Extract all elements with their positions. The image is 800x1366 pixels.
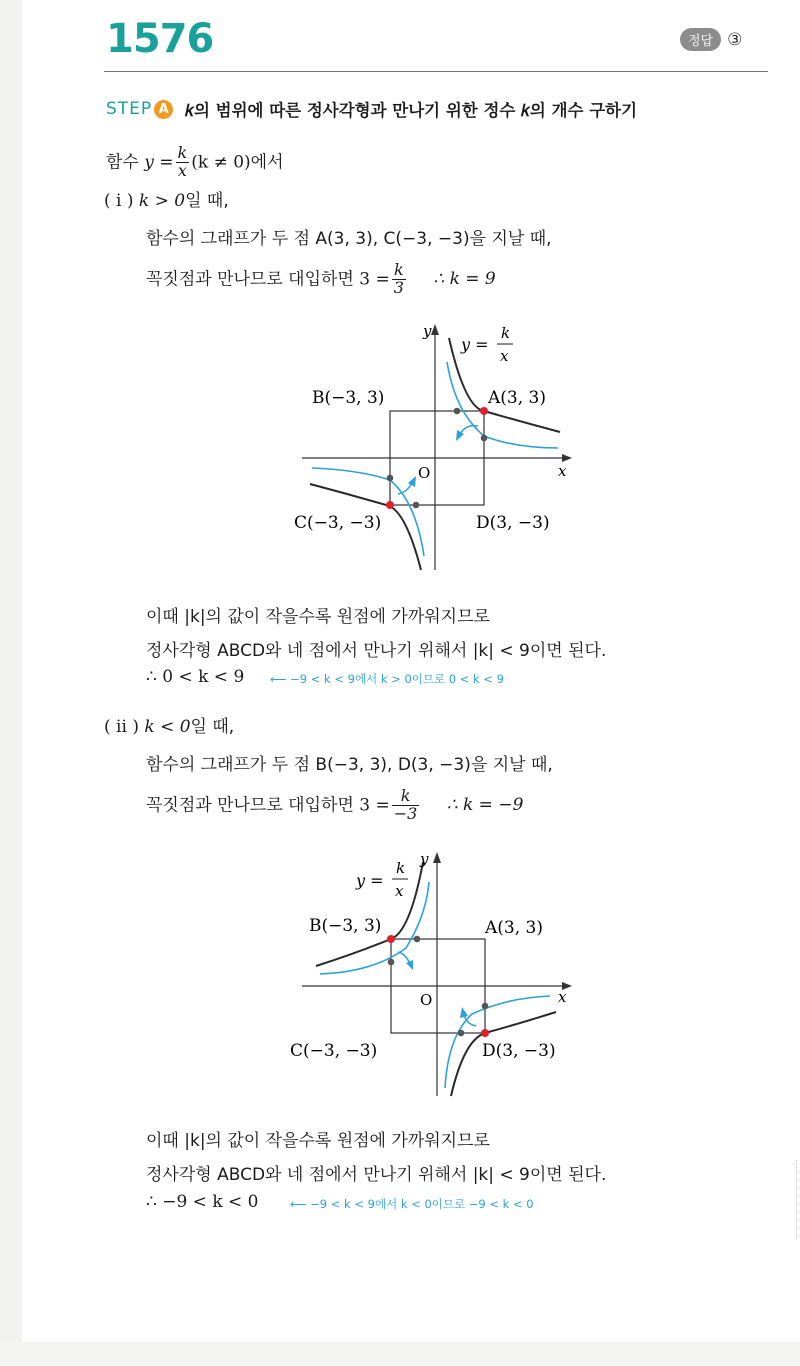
note-arrow-icon: ⟵ [290, 1197, 307, 1211]
origin-label: O [420, 991, 433, 1009]
curve-label-den: x [395, 882, 404, 900]
intersection-point [414, 936, 421, 943]
step-label: STEP [106, 99, 153, 119]
case2-note [290, 1196, 534, 1212]
arrow-head-q3-icon [408, 476, 416, 487]
case2-explain2: 정사각형 ABCD와 네 점에서 만나기 위해서 |k| < 9이면 된다. [146, 1165, 607, 1185]
intro-fraction [176, 145, 190, 180]
case1-note [270, 671, 504, 687]
y-axis-arrow-icon [431, 324, 439, 335]
intro-line [106, 145, 284, 180]
origin-label: O [418, 464, 431, 482]
arrow-head-q4-icon [460, 1007, 468, 1018]
curve-label-num: k [396, 859, 406, 877]
case1-line2 [146, 262, 496, 297]
case2-line2-lhs: 3 = [359, 795, 390, 816]
case2-title [104, 712, 234, 737]
case1-note-text: −9 < k < 9에서 k > 0이므로 0 < k < 9 [290, 672, 504, 686]
answer-value: ③ [727, 29, 743, 50]
case2-conclusion: ∴ −9 < k < 0 [146, 1192, 259, 1212]
y-axis-label: y [420, 850, 429, 868]
point-d [481, 1029, 489, 1037]
x-axis-label: x [558, 462, 567, 480]
case2-line2-den: −3 [393, 803, 418, 823]
page-bottom-margin [0, 1342, 800, 1366]
case1-line1: 함수의 그래프가 두 점 A(3, 3), C(−3, −3)을 지날 때, [146, 229, 552, 249]
step-badge: A [154, 100, 173, 119]
label-c: C(−3, −3) [290, 1041, 378, 1061]
case2-line2-text: 꼭짓점과 만나므로 대입하면 [146, 795, 354, 816]
label-d: D(3, −3) [482, 1041, 556, 1061]
y-axis-arrow-icon [433, 852, 441, 863]
case1-graph [290, 312, 590, 574]
answer-box [680, 28, 742, 51]
intersection-point [388, 959, 395, 966]
step-heading [106, 97, 637, 121]
curve-small-k-q3 [312, 468, 424, 556]
column-divider [796, 1160, 797, 1240]
case2-line2-result: ∴ k = −9 [446, 795, 524, 816]
case1-line2-fraction [392, 262, 406, 297]
answer-badge: 정답 [680, 28, 721, 51]
point-a [480, 407, 488, 415]
label-a: A(3, 3) [488, 388, 546, 408]
curve-label-lhs: y = [356, 871, 384, 890]
intro-suffix: 에서 [250, 152, 284, 173]
intro-fraction-den: x [177, 160, 187, 180]
label-c: C(−3, −3) [294, 513, 382, 533]
case1-title-tail: 일 때, [185, 191, 229, 211]
case1-condition: k > 0 [138, 191, 186, 211]
intro-condition: (k ≠ 0) [191, 152, 251, 173]
case2-explain1: 이때 |k|의 값이 작을수록 원점에 가까워지므로 [146, 1131, 490, 1151]
label-a: A(3, 3) [485, 918, 543, 938]
curve-label-den: x [500, 347, 509, 365]
intersection-point [413, 502, 420, 509]
intersection-point [454, 408, 461, 415]
case2-graph [280, 842, 590, 1100]
curve-label-lhs: y = [461, 335, 489, 354]
case1-line2-result: ∴ k = 9 [433, 269, 496, 290]
step-title: 𝑘의 범위에 따른 정사각형과 만나기 위한 정수 𝑘의 개수 구하기 [185, 101, 638, 120]
curve-label-num: k [501, 324, 511, 342]
intro-prefix: 함수 [106, 152, 139, 173]
intersection-point [482, 1003, 489, 1010]
case1-conclusion: ∴ 0 < k < 9 [146, 667, 245, 687]
case2-line1: 함수의 그래프가 두 점 B(−3, 3), D(3, −3)을 지날 때, [146, 755, 553, 775]
header-divider [104, 71, 768, 72]
arrow-head-q1-icon [456, 430, 464, 441]
label-b: B(−3, 3) [309, 916, 382, 936]
x-axis-arrow-icon [562, 454, 572, 462]
case2-line2-fraction [392, 788, 420, 823]
arrow-head-q2-icon [406, 960, 413, 970]
problem-number: 1576 [106, 16, 214, 62]
intro-lhs: y = [144, 152, 174, 173]
label-b: B(−3, 3) [312, 388, 385, 408]
y-axis-label: y [423, 322, 432, 340]
intersection-point [458, 1030, 465, 1037]
case1-explain2: 정사각형 ABCD와 네 점에서 만나기 위해서 |k| < 9이면 된다. [146, 641, 607, 661]
case1-line2-lhs: 3 = [359, 269, 390, 290]
intersection-point [481, 435, 488, 442]
case2-line2 [146, 788, 523, 823]
case2-mark: ( ii ) [104, 717, 139, 737]
case2-note-text: −9 < k < 9에서 k < 0이므로 −9 < k < 0 [310, 1197, 534, 1211]
intro-fraction-num: k [177, 143, 188, 162]
note-arrow-icon: ⟵ [270, 672, 287, 686]
case2-condition: k < 0 [144, 717, 191, 737]
point-b [387, 935, 395, 943]
case1-explain1: 이때 |k|의 값이 작을수록 원점에 가까워지므로 [146, 607, 490, 627]
x-axis-label: x [558, 988, 567, 1006]
page-edge [0, 0, 22, 1366]
point-c [386, 501, 394, 509]
case1-line2-num: k [392, 262, 406, 280]
case2-line2-num: k [392, 788, 420, 806]
intersection-point [387, 475, 394, 482]
case2-title-tail: 일 때, [190, 717, 235, 737]
case1-title [104, 186, 229, 211]
case1-mark: ( i ) [104, 191, 134, 211]
label-d: D(3, −3) [476, 513, 550, 533]
case1-line2-text: 꼭짓점과 만나므로 대입하면 [146, 269, 354, 290]
case1-line2-den: 3 [393, 277, 404, 297]
